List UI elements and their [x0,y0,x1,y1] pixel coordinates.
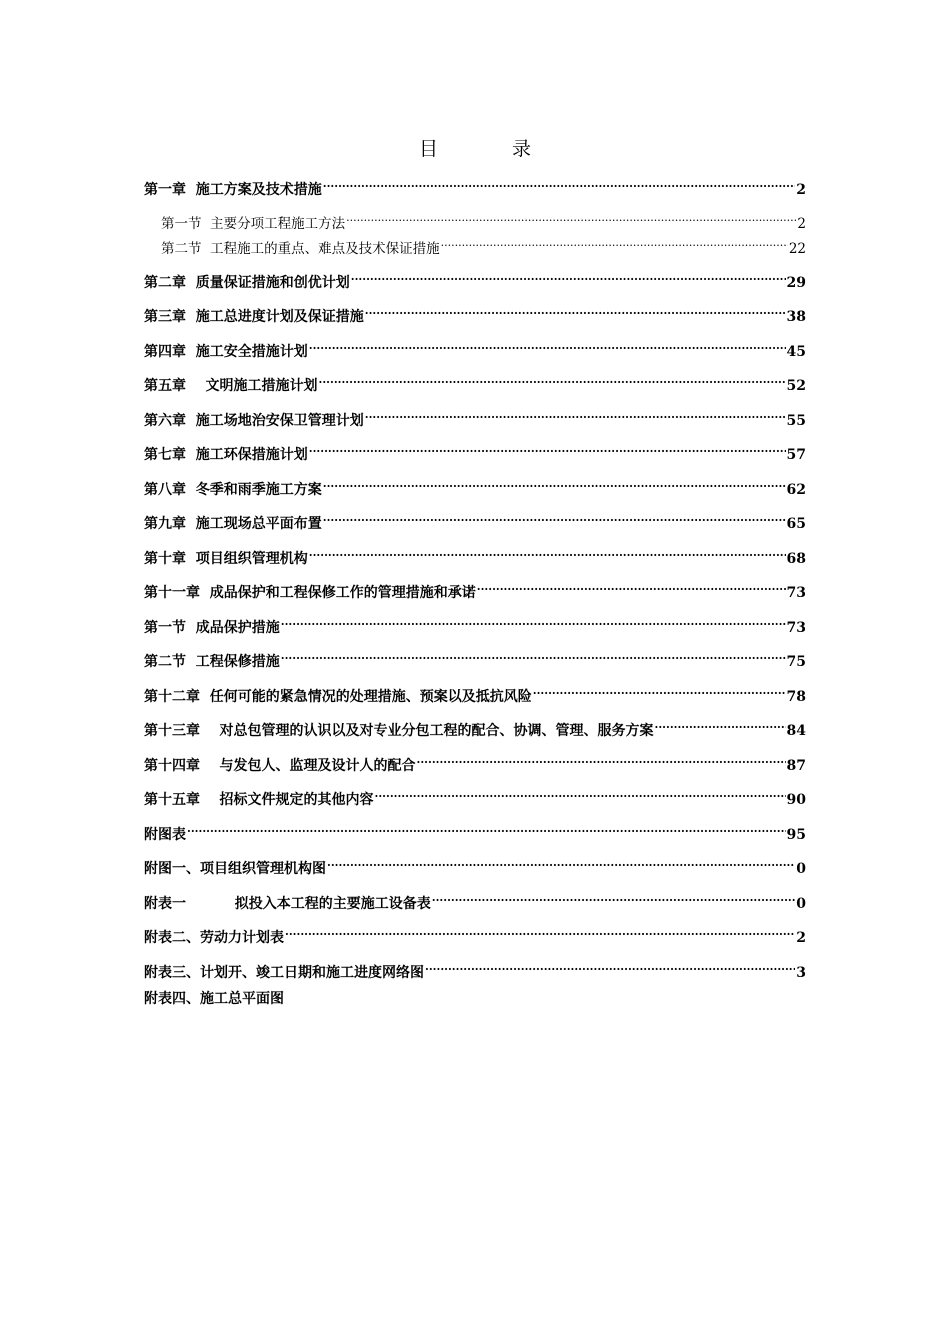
toc-entry-page: 62 [786,482,806,498]
toc-entry-page: 0 [796,896,806,912]
toc-entry-label: 附图表 [144,827,186,843]
toc-leader-dots [323,170,796,194]
toc-entry[interactable] [144,539,806,567]
toc-entry[interactable] [144,815,806,843]
toc-entry-page: 84 [786,723,806,739]
toc-entry[interactable] [144,573,806,601]
toc-entry-page: 90 [786,792,806,808]
toc-entry-label: 第三章 施工总进度计划及保证措施 [144,309,364,325]
toc-entry-label: 附表三、计划开、竣工日期和施工进度网络图 [144,965,424,981]
toc-entry-label: 第二章 质量保证措施和创优计划 [144,275,350,291]
toc-entry-label: 第一节 成品保护措施 [144,620,280,636]
toc-entry-label: 第二节 工程施工的重点、难点及技术保证措施 [161,241,440,257]
toc-entry-page: 52 [786,378,806,394]
toc-entry[interactable] [144,780,806,808]
toc-title: 目 录 [418,138,566,160]
toc-entry-page: 57 [786,447,806,463]
toc-leader-dots [441,229,788,253]
toc-leader-dots [655,711,786,735]
toc-entry[interactable] [144,366,806,394]
toc-entry-label: 第七章 施工环保措施计划 [144,447,308,463]
toc-entry-page: 22 [788,241,806,257]
toc-entry-page: 68 [786,551,806,567]
toc-entry-label: 第四章 施工安全措施计划 [144,344,308,360]
toc-leader-dots [346,204,796,228]
toc-entry[interactable] [144,435,806,463]
toc-leader-dots [425,953,795,977]
toc-leader-dots [309,435,786,459]
toc-leader-dots [432,884,796,908]
toc-entry[interactable] [144,987,806,1011]
toc-entry[interactable] [144,884,806,912]
toc-entry-page: 2 [797,216,806,232]
toc-entry-page: 87 [786,758,806,774]
toc-entry[interactable] [144,918,806,946]
toc-leader-dots [309,539,786,563]
toc-entry-page: 95 [786,827,806,843]
toc-entry-label: 第十四章 与发包人、监理及设计人的配合 [144,758,416,774]
toc-leader-dots [281,642,786,666]
toc-entry-label: 第十章 项目组织管理机构 [144,551,308,567]
toc-entry-label: 第二节 工程保修措施 [144,654,280,670]
toc-entry-page: 78 [786,689,806,705]
toc-subentry[interactable] [144,204,806,232]
toc-entry[interactable] [144,677,806,705]
toc-entry-label: 第八章 冬季和雨季施工方案 [144,482,322,498]
toc-entry[interactable] [144,297,806,325]
toc-entry[interactable] [144,470,806,498]
toc-entry-page: 65 [786,516,806,532]
toc-entry-label: 第十五章 招标文件规定的其他内容 [144,792,374,808]
toc-entry-label: 第五章 文明施工措施计划 [144,378,318,394]
toc-entry-label: 第一章 施工方案及技术措施 [144,182,322,198]
toc-leader-dots [323,470,786,494]
toc-leader-dots [309,332,786,356]
toc-leader-dots [375,780,786,804]
toc-entry[interactable] [144,746,806,774]
toc-leader-dots [281,608,786,632]
toc-subentry[interactable] [144,229,806,257]
toc-entry-label: 第十二章 任何可能的紧急情况的处理措施、预案以及抵抗风险 [144,689,532,705]
toc-leader-dots [319,366,786,390]
toc-entry-label: 第六章 施工场地治安保卫管理计划 [144,413,364,429]
toc-entry-page: 75 [786,654,806,670]
toc-leader-dots [351,263,786,287]
toc-leader-dots [365,297,786,321]
toc-entry-page: 73 [786,585,806,601]
toc-entry-page: 55 [786,413,806,429]
toc-entry-page: 38 [786,309,806,325]
toc-leader-dots [417,746,786,770]
toc-entry[interactable] [144,170,806,198]
toc-leader-dots [187,815,786,839]
toc-entry-label: 附表二、劳动力计划表 [144,930,284,946]
toc-entry-page: 2 [796,182,806,198]
toc-leader-dots [477,573,786,597]
toc-entry[interactable] [144,711,806,739]
toc-leader-dots [533,677,786,701]
toc-leader-dots [327,849,795,873]
toc-entry-page: 73 [786,620,806,636]
toc-entry[interactable] [144,401,806,429]
toc-entry-label: 第一节 主要分项工程施工方法 [161,216,346,232]
toc-entry[interactable] [144,332,806,360]
toc-entry[interactable] [144,608,806,636]
toc-entry-page: 3 [796,965,806,981]
toc-entry[interactable] [144,263,806,291]
toc-leader-dots [365,401,786,425]
toc-entry-label: 附表一 拟投入本工程的主要施工设备表 [144,896,431,912]
toc-entry-label: 附表四、施工总平面图 [144,991,284,1007]
toc-entry-page: 45 [786,344,806,360]
toc-entry-page: 29 [786,275,806,291]
toc-entry-label: 附图一、项目组织管理机构图 [144,861,326,877]
toc-entry-page: 0 [796,861,806,877]
toc-entry-label: 第十一章 成品保护和工程保修工作的管理措施和承诺 [144,585,476,601]
toc-entry-page: 2 [796,930,806,946]
toc-leader-dots [323,504,786,528]
toc-entry[interactable] [144,642,806,670]
toc-leader-dots [285,918,795,942]
toc-entry[interactable] [144,504,806,532]
toc-entry-label: 第十三章 对总包管理的认识以及对专业分包工程的配合、协调、管理、服务方案 [144,723,654,739]
toc-entry[interactable] [144,953,806,981]
toc-entry[interactable] [144,849,806,877]
toc-entry-label: 第九章 施工现场总平面布置 [144,516,322,532]
